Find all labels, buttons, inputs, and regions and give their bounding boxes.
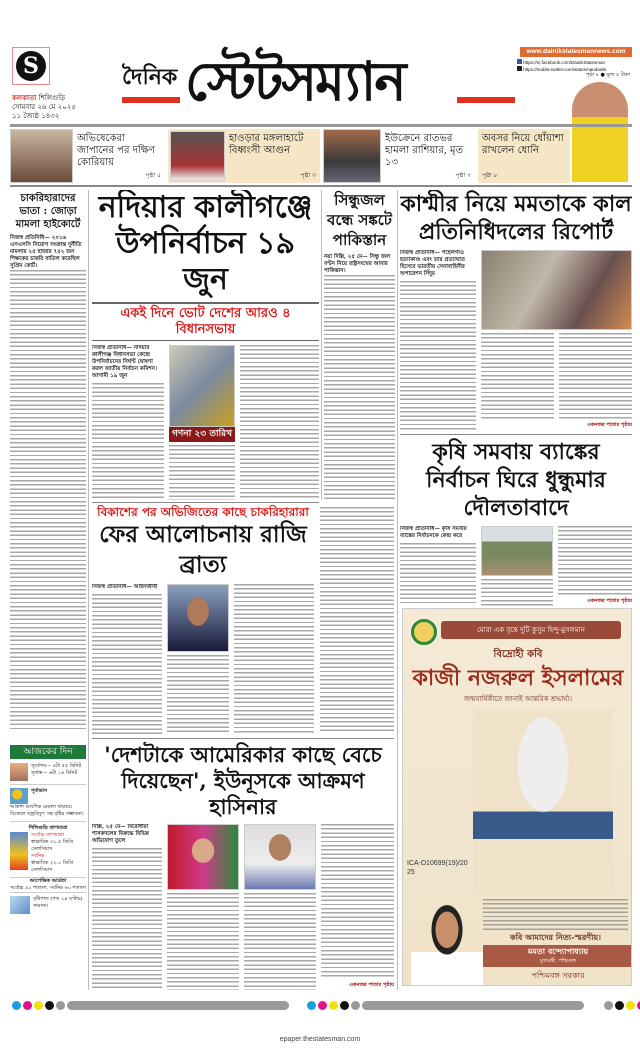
masthead-title: স্টেটসম্যান xyxy=(185,49,405,113)
sun-icon xyxy=(10,763,28,781)
story-body xyxy=(320,507,394,731)
story-body xyxy=(324,275,395,500)
nazrul-advertisement[interactable] xyxy=(402,608,632,986)
bratya-photo xyxy=(167,584,229,652)
min-temp-label: সর্বনিম্ন xyxy=(31,853,45,859)
temperature-title: শিলিগুড়ি তাপমাত্রা xyxy=(28,825,68,831)
delegation-photo xyxy=(481,250,632,330)
teaser-page: পৃষ্ঠা ৩ xyxy=(300,172,316,179)
rule xyxy=(400,434,632,435)
thermometer-icon xyxy=(10,832,28,870)
column-rule xyxy=(397,190,398,990)
date: সোমবার ২৬ মে ২০২৫ xyxy=(12,103,76,111)
rule xyxy=(92,738,394,739)
story-lead: নিজস্ব প্রতিনিধি— কৃষি সমবায় ব্যাঙ্কের নির্বাচনকে কেন্দ্র করে xyxy=(400,526,476,540)
story-lead: নিজস্ব প্রতিনিধি— পহেলগাঁও হত্যাকাণ্ড এবং তার প্রত্যাঘাত হিসেবে ভারতীয় সেনাবাহিনীর অপারেশন সিঁদুর xyxy=(400,250,476,278)
kicker: বিকাশের পর অভিজিতের কাছে চাকরিহারারা xyxy=(97,505,309,519)
story-body xyxy=(558,526,632,595)
mamata-photo xyxy=(411,899,483,986)
continued-link[interactable]: একনজর পাতার পৃষ্ঠায় xyxy=(481,422,632,430)
story-lead: দিল্লি, ২৫ মে— বিরোধীরা শাসকদলের বিরুদ্ধে বিভিন্ন অভিযোগ তুলে xyxy=(92,824,162,845)
column-rule xyxy=(88,190,89,990)
continued-link[interactable]: একনজর পাতার পৃষ্ঠায় xyxy=(558,598,632,606)
teaser-2[interactable] xyxy=(168,129,320,183)
teaser-4[interactable] xyxy=(478,129,570,183)
masthead-red-bar-left xyxy=(122,97,180,103)
rain-value: সামান্য। xyxy=(33,903,49,909)
ad-quote: মোরা এক বৃন্তে দুটি কুসুম হিন্দু-মুসলমান xyxy=(441,621,621,639)
facebook-link[interactable]: https://m.facebook.com/DainikStatesman xyxy=(517,59,607,66)
ad-code: ICA-D10699(19)/2025 xyxy=(407,860,468,876)
logo-mark: S xyxy=(16,51,46,81)
website-link[interactable]: www.dainikstatesmannews.com xyxy=(520,47,632,57)
teaser-title: অবসর নিয়ে ধোঁয়াশা রাখলেন ধোনি xyxy=(482,133,564,156)
story-body xyxy=(400,543,476,606)
rule xyxy=(10,185,632,187)
story-body xyxy=(244,893,316,990)
story-body xyxy=(481,579,553,606)
dhoni-photo xyxy=(572,82,628,182)
evm-photo xyxy=(169,345,235,427)
story-krishi[interactable] xyxy=(400,438,632,606)
teaser-title: ইউক্রেনে রাতভর হামলা রাশিয়ার, মৃত ১৩ xyxy=(385,133,464,168)
teaser-page: পৃষ্ঠা ৭ xyxy=(455,172,471,179)
teaser-page: পৃষ্ঠা ৮ xyxy=(482,172,498,179)
rain-icon xyxy=(10,896,30,914)
weather-icon xyxy=(10,788,28,804)
teaser-title: হাওড়ার মঙ্গলাহাটে বিধ্বংসী আগুন xyxy=(229,133,304,156)
rain-title: বৃষ্টিপাত (গত ২৪ ঘণ্টায়) xyxy=(33,896,83,902)
teaser-photo xyxy=(10,129,73,183)
story-body xyxy=(167,655,229,735)
story-lead: নয়া দিল্লি, ২৫ মে— সিন্ধু জল বণ্টন নিয়ে রাষ্ট্রসংঘের আবার পাকিস্তান। xyxy=(324,254,395,275)
bengali-date: ১১ জ্যৈষ্ঠ ১৪৩২ xyxy=(12,112,60,120)
nazrul-portrait xyxy=(473,709,613,895)
story-jobless[interactable] xyxy=(10,192,86,732)
story-bratya[interactable] xyxy=(92,505,394,735)
today-title: আজকের দিন xyxy=(10,745,86,759)
story-hasina[interactable] xyxy=(92,742,394,990)
masthead-prefix: দৈনিক xyxy=(122,64,178,90)
max-temp-label: সর্বোচ্চ তাপমাত্রা xyxy=(31,832,65,838)
story-body xyxy=(167,893,239,990)
edition-kolkata: কলকাতা xyxy=(12,93,37,102)
footer-url[interactable]: epaper.thestatesman.com xyxy=(279,1036,361,1043)
subhead: একই দিনে ভোট দেশের আরও ৪ বিধানসভায় xyxy=(92,302,319,341)
headline: ফের আলোচনায় রাজি ব্রাত্য xyxy=(99,521,307,578)
headline: নদিয়ার কালীগঞ্জে উপনির্বাচন ১৯ জুন xyxy=(98,190,313,297)
story-body xyxy=(234,584,314,735)
hasina-photo xyxy=(167,824,239,890)
story-nadia[interactable] xyxy=(92,190,319,500)
headline: চাকরিহারাদের ভাতা : জোড়া মামলা হাইকোর্টে xyxy=(15,193,81,230)
ad-tribute: জন্মবার্ষিকীতে জানাই আন্তরিক শ্রদ্ধার্ঘ্য। xyxy=(464,695,572,703)
story-body xyxy=(321,824,394,979)
edition-info xyxy=(12,93,76,121)
ad-kicker: বিদ্রোহী কবি xyxy=(493,649,543,660)
min-temp: স্বাভাবিক ২২.১ ডিগ্রি সেলসিয়াস xyxy=(31,860,74,873)
rule xyxy=(10,124,632,127)
ad-tagline: কবি আমাদের নিত্য-স্মরণীয়। xyxy=(510,932,601,942)
story-sindhu[interactable] xyxy=(324,190,395,500)
teaser-3[interactable] xyxy=(323,129,475,183)
headline: কাশ্মীর নিয়ে মমতাকে কাল প্রতিনিধিদলের রিপোর্ট xyxy=(400,191,632,245)
pages-price: পৃষ্ঠা ৮ ● মূল্য ৫ টাকা xyxy=(586,72,630,78)
humidity: সর্বোচ্চ ৯২ শতাংশ, সর্বনিম্ন ৬০ শতাংশ xyxy=(10,885,86,891)
twitter-link[interactable]: https://mobile.twitter.com/statesmandainik xyxy=(517,66,607,73)
column-rule xyxy=(321,190,322,500)
ad-designation: মুখ্যমন্ত্রী, পশ্চিমবঙ্গ xyxy=(539,958,577,964)
story-lead: নিজস্ব প্রতিনিধি— ২০১৬ এসএসসি নিয়োগ সংক্রান্ত দুর্নীতি মামলায় ২৫ হাজার ৭৫২ জন শিক্ষকের চাকরি বাতিল করেছিল সুপ্রিম কোর্ট। xyxy=(10,235,86,270)
masthead-red-bar-right xyxy=(457,97,515,103)
sunset: সূর্যাস্ত— ৬টা ১৪ মিনিট xyxy=(31,770,78,776)
teaser-page: পৃষ্ঠা ৫ xyxy=(145,172,161,179)
facebook-icon xyxy=(517,59,522,64)
story-lead: নিজস্ব প্রতিনিধি— আইনজীবী xyxy=(92,584,162,591)
forecast-title: পূর্বাভাস xyxy=(31,788,48,794)
headline: কৃষি সমবায় ব্যাঙ্কের নির্বাচন ঘিরে ধুন্ধুমার দৌলতাবাদে xyxy=(426,439,606,521)
story-body xyxy=(240,345,319,500)
story-body xyxy=(10,270,86,732)
ad-signatory: মমতা বন্দ্যোপাধ্যায় xyxy=(527,946,589,956)
yunus-photo xyxy=(244,824,316,890)
headline: সিন্ধুজল বন্ধে সঙ্কটে পাকিস্তান xyxy=(327,191,392,249)
continued-link[interactable]: একনজর পাতার পৃষ্ঠায় xyxy=(321,982,394,990)
ad-govt: পশ্চিমবঙ্গ সরকার xyxy=(531,971,585,980)
story-body xyxy=(481,333,554,419)
story-body xyxy=(400,281,476,430)
ad-poet-name: কাজী নজরুল ইসলামের xyxy=(412,665,624,691)
max-temp: স্বাভাবিক ৩১.৫ ডিগ্রি সেলসিয়াস xyxy=(31,839,74,852)
story-body xyxy=(92,594,162,735)
counting-date-badge: গণনা ২৩ তারিখ xyxy=(169,427,235,442)
logo xyxy=(12,47,50,85)
teaser-title: অভিষেকেরা জাপানের পর দক্ষিণ কোরিয়ায় xyxy=(77,133,155,168)
teaser-1[interactable] xyxy=(10,129,165,183)
story-body xyxy=(92,848,162,990)
story-kashmir[interactable] xyxy=(400,190,632,430)
ad-body xyxy=(483,899,628,932)
story-lead: নিজস্ব প্রতিনিধি— নদিয়ার কালীগঞ্জ বিধানসভা কেন্দ্রে উপনির্বাচনের নির্ঘণ্ট ঘোষণা করল জাতীয় নির্বাচন কমিশন। আগামী ১৯ জুন xyxy=(92,345,164,380)
headline: 'দেশটাকে আমেরিকার কাছে বেচে দিয়েছেন', ইউনূসকে আক্রমণ হাসিনার xyxy=(104,742,382,819)
sunrise: সূর্যোদয়— ৪টা ৫৫ মিনিট xyxy=(31,763,82,769)
story-body xyxy=(169,445,235,500)
today-box xyxy=(10,745,86,990)
teaser-photo xyxy=(323,129,381,183)
story-body xyxy=(559,333,632,419)
clash-photo xyxy=(481,526,553,576)
edition-siliguri: শিলিগুড়ি xyxy=(38,94,66,102)
rule xyxy=(92,502,319,503)
forecast: আকাশ আংশিক মেঘলা থাকবে। বিকেলে বজ্রবিদ্যুৎ সহ বৃষ্টির সম্ভাবনা। xyxy=(10,804,86,822)
teaser-photo xyxy=(170,131,225,181)
twitter-icon xyxy=(517,66,522,71)
humidity-title: আপেক্ষিক আর্দ্রতা xyxy=(10,877,86,885)
story-body xyxy=(92,383,164,500)
print-color-bar xyxy=(12,995,632,1007)
govt-emblem-icon xyxy=(411,619,437,645)
